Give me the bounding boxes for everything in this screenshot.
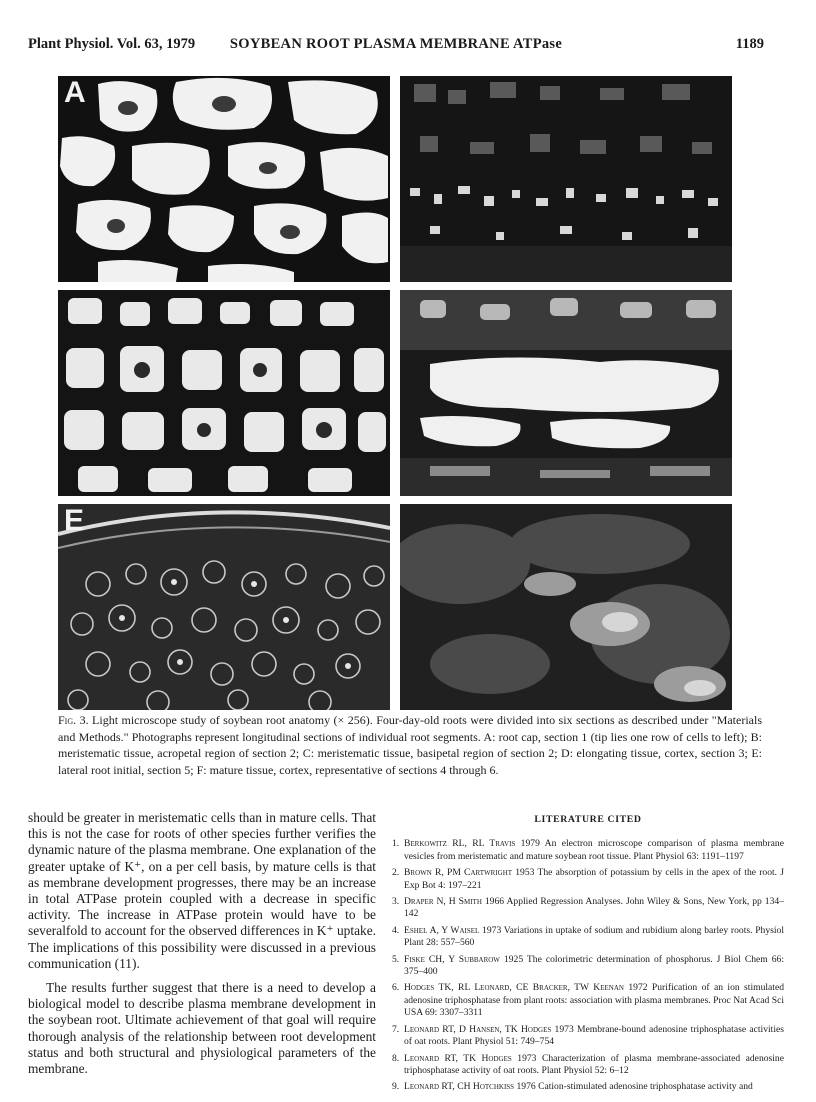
reference-item: 6. Hodges TK, RL Leonard, CE Bracker, TW Keenan 1972 Purification of an ion stimulated adenosine triphosphatase from plant roots: association with plasma membranes. Proc Nat Acad Sci USA 69: 3307–3311 xyxy=(392,982,785,1019)
body-text-column xyxy=(28,810,376,1077)
figure-caption-label: Fig. 3. xyxy=(58,713,89,727)
panel-label-a: A xyxy=(64,76,86,109)
panel-label-e: E xyxy=(64,504,85,537)
reference-item: 4. Eshel A, Y Waisel 1973 Variations in uptake of sodium and rubidium along barley roots. Physiol Plant 28: 557–560 xyxy=(392,924,785,949)
journal-citation: Plant Physiol. Vol. 63, 1979 xyxy=(28,36,196,52)
figure-caption xyxy=(58,712,762,778)
reference-item: 5. Fiske CH, Y Subbarow 1925 The colorimetric determination of phosphorus. J Biol Chem 66: 375–400 xyxy=(392,953,784,978)
figure-panel-c xyxy=(58,290,390,496)
reference-item: 2. Brown R, PM Cartwright 1953 The absorption of potassium by cells in the apex of the root. J Exp Bot 4: 197–221 xyxy=(392,867,784,891)
figure-panel-d xyxy=(400,290,732,496)
micrograph-lateral-root-initial xyxy=(58,504,390,710)
figure-caption-text: Light microscope study of soybean root anatomy (× 256). Four-day-old roots were divided into six sections as described under "Materials and Methods." Photographs represent longitudinal sections of individual root segments. A: root cap, section 1 (tip lies one row of cells to left); B: meristematic tissue, acropetal region of section 2; C: meristematic tissue, basipetal region of section 2; D: elongating tissue, cortex, section 3; E: lateral root initial, section 5; F: mature tissue, cortex, representative of sections 4 through 6. xyxy=(58,713,763,777)
reference-list xyxy=(392,838,784,1093)
literature-cited-heading: LITERATURE CITED xyxy=(534,814,642,825)
figure-3 xyxy=(58,76,738,704)
micrograph-root-cap xyxy=(58,76,390,282)
micrograph-meristem-basipetal xyxy=(58,290,390,496)
reference-item: 3. Draper N, H Smith 1966 Applied Regression Analyses. John Wiley & Sons, New York, pp 134–142 xyxy=(392,896,784,920)
figure-panel-a xyxy=(58,76,390,282)
reference-item: 9. Leonard RT, CH Hotchkiss 1976 Cation-stimulated adenosine triphosphatase activity and xyxy=(392,1081,753,1093)
body-paragraph-1: should be greater in meristematic cells than in mature cells. That this is not the case for roots of other species further verifies the dynamic nature of the plasma membrane. One explanation of the greater uptake of K⁺, on a per cell basis, by mature cells is that as membrane development progresses, there may be an increase in total ATPase protein coupled with a decrease in specific activity. The increase in ATPase protein would have to be severalfold to account for the observed differences in K⁺ uptake. The implications of this possibility were discussed in a previous communication (11). xyxy=(28,810,376,971)
reference-item: 1. Berkowitz RL, RL Travis 1979 An electron microscope comparison of plasma membrane vesicles from meristematic and mature soybean root tissue. Plant Physiol 63: 1191–1197 xyxy=(392,838,784,862)
reference-item: 8. Leonard RT, TK Hodges 1973 Characterization of plasma membrane-associated adenosine triphosphatase activity of oat roots. Plant Physiol 52: 6–12 xyxy=(392,1052,784,1076)
running-title: SOYBEAN ROOT PLASMA MEMBRANE ATPase xyxy=(229,36,563,52)
body-paragraph-2: The results further suggest that there is a need to develop a biological model to describe plasma membrane development in the soybean root. Ultimate achievement of that goal will require thorough analysis of the relationship between root development status and both structural and physiological parameters of the membrane. xyxy=(28,980,376,1077)
micrograph-mature-cortex xyxy=(400,504,732,710)
running-header xyxy=(28,36,764,58)
figure-panel-e xyxy=(58,504,390,710)
page-number: 1189 xyxy=(735,36,764,52)
figure-panel-b xyxy=(400,76,732,282)
micrograph-meristem-acropetal xyxy=(400,76,732,282)
reference-item: 7. Leonard RT, D Hansen, TK Hodges 1973 Membrane-bound adenosine triphosphatase activities of oat roots. Plant Physiol 51: 749–754 xyxy=(392,1023,784,1048)
figure-panel-f xyxy=(400,504,732,710)
micrograph-elongating-cortex xyxy=(400,290,732,496)
references-column xyxy=(392,814,784,1098)
